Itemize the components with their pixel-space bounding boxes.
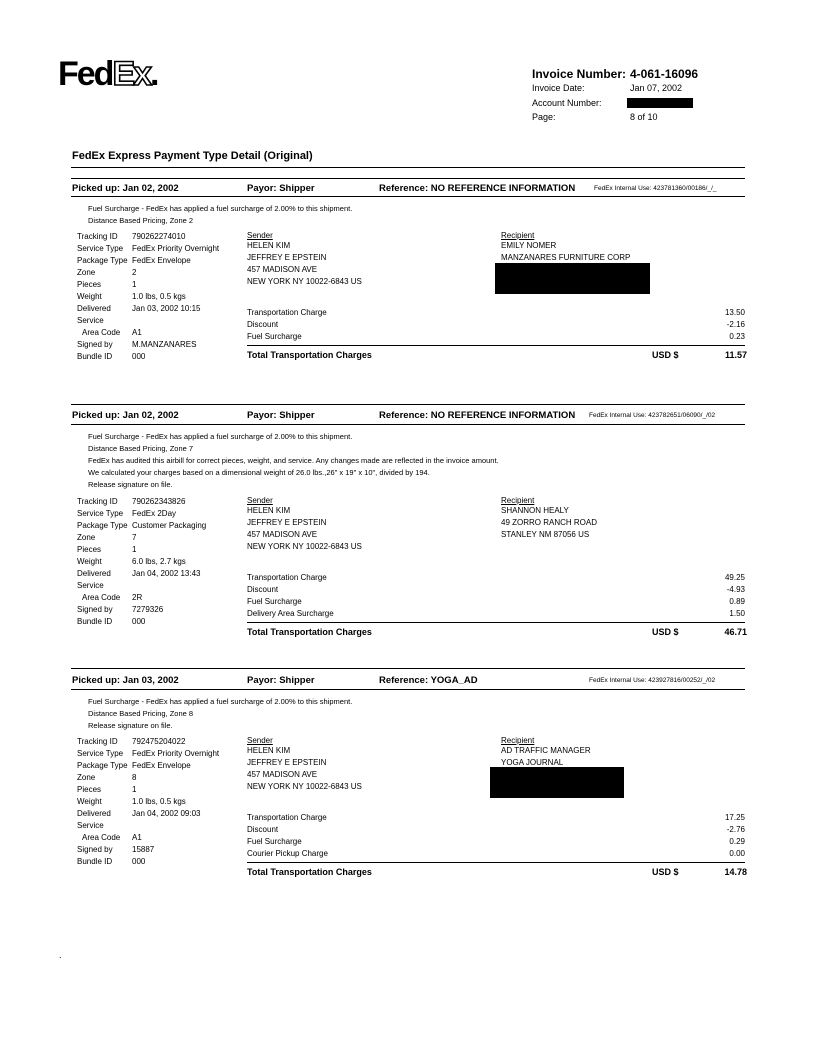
weight: 6.0 lbs, 2.7 kgs [132,557,186,566]
recipient-block [501,231,630,264]
charge-value: 17.25 [724,813,745,822]
service-type: FedEx 2Day [132,509,177,518]
sender-heading: Sender [247,736,273,745]
charge-labels [247,307,327,343]
reference: Reference: NO REFERENCE INFORMATION [379,410,576,421]
note-line: Distance Based Pricing, Zone 7 [88,444,194,453]
payor: Payor: Shipper [247,183,315,194]
shipment-top-rule [71,178,745,179]
account-number-label: Account Number: [532,98,602,108]
label-weight: Weight [77,797,102,806]
invoice-date-label: Invoice Date: [532,83,585,93]
field-values [132,736,219,868]
charge-value: -4.93 [726,585,745,594]
internal-use: FedEx Internal Use: 423782651/06090/_/02 [589,412,716,419]
invoice-number-label: Invoice Number: [532,67,627,81]
currency: USD $ [652,867,679,877]
invoice-date: Jan 07, 2002 [630,83,683,93]
label-weight: Weight [77,292,102,301]
payor: Payor: Shipper [247,410,315,421]
recipient-address-redaction [490,767,624,798]
charge-labels [247,812,328,860]
note-line: Fuel Surcharge - FedEx has applied a fuel surcharge of 2.00% to this shipment. [88,697,353,706]
charge-value: 49.25 [724,573,745,582]
reference: Reference: YOGA_AD [379,675,478,686]
recipient-heading: Recipient [501,231,535,240]
charge-label: Delivery Area Surcharge [247,609,334,618]
invoice-number: 4-061-16096 [630,67,699,81]
area-code: A1 [132,833,142,842]
recipient-line: SHANNON HEALY [501,506,569,515]
signed-by: 15887 [132,845,155,854]
label-delivered: Delivered [77,809,111,818]
charge-label: Transportation Charge [247,573,327,582]
note-line: Release signature on file. [88,721,173,730]
signed-by: M.MANZANARES [132,340,197,349]
charge-values [665,307,745,343]
recipient-line: YOGA JOURNAL [501,758,564,767]
label-service: Service [77,316,104,325]
label-signed-by: Signed by [77,845,113,854]
label-bundle-id: Bundle ID [77,617,113,626]
recipient-heading: Recipient [501,736,535,745]
page-title: FedEx Express Payment Type Detail (Original) [72,150,313,162]
charge-value: 0.89 [729,597,745,606]
charge-value: 0.23 [729,332,745,341]
label-tracking-id: Tracking ID [77,232,118,241]
label-zone: Zone [77,773,96,782]
zone: 2 [132,268,137,277]
bundle-id: 000 [132,617,146,626]
sender-heading: Sender [247,231,273,240]
bundle-id: 000 [132,352,146,361]
sender-line: JEFFREY E EPSTEIN [247,253,327,262]
sender-line: NEW YORK NY 10022-6843 US [247,277,362,286]
picked-up: Picked up: Jan 03, 2002 [72,675,179,686]
charge-value: -2.76 [726,825,745,834]
package-type: FedEx Envelope [132,256,191,265]
charge-value: -2.16 [726,320,745,329]
note-line: Fuel Surcharge - FedEx has applied a fuel surcharge of 2.00% to this shipment. [88,204,353,213]
label-weight: Weight [77,557,102,566]
total-label: Total Transportation Charges [247,627,372,637]
sender-line: HELEN KIM [247,506,291,515]
tracking-id: 792475204022 [132,737,186,746]
shipment-top-rule [71,404,745,405]
charge-values [665,812,745,860]
delivered: Jan 04, 2002 13:43 [132,569,201,578]
sender-line: 457 MADISON AVE [247,530,318,539]
sender-line: HELEN KIM [247,746,291,755]
sender-line: 457 MADISON AVE [247,265,318,274]
note-list [88,203,352,227]
sender-block [247,496,362,553]
recipient-line: 49 ZORRO RANCH ROAD [501,518,598,527]
total-amount: 46.71 [724,627,747,637]
label-package-type: Package Type [77,256,128,265]
charge-labels [247,572,334,620]
label-pieces: Pieces [77,785,102,794]
charge-value: 13.50 [724,308,745,317]
note-line: Fuel Surcharge - FedEx has applied a fuel surcharge of 2.00% to this shipment. [88,432,353,441]
pieces: 1 [132,280,137,289]
currency: USD $ [652,627,679,637]
weight: 1.0 lbs, 0.5 kgs [132,797,186,806]
service-type: FedEx Priority Overnight [132,749,220,758]
note-line: We calculated your charges based on a dimensional weight of 26.0 lbs.,26" x 19" x 10", divided by 194. [88,468,430,477]
header-rule [71,196,745,197]
charge-label: Transportation Charge [247,308,327,317]
zone: 8 [132,773,137,782]
field-values [132,231,219,363]
note-line: Release signature on file. [88,480,173,489]
service-type: FedEx Priority Overnight [132,244,220,253]
note-list [88,431,499,491]
weight: 1.0 lbs, 0.5 kgs [132,292,186,301]
delivered: Jan 03, 2002 10:15 [132,304,201,313]
label-tracking-id: Tracking ID [77,737,118,746]
recipient-address-redaction [495,263,650,294]
footer-mark: . [59,950,62,960]
signed-by: 7279326 [132,605,164,614]
label-signed-by: Signed by [77,605,113,614]
charge-value: 1.50 [729,609,745,618]
label-service: Service [77,821,104,830]
internal-use: FedEx Internal Use: 423927816/00252/_/02 [589,677,716,684]
charge-label: Courier Pickup Charge [247,849,328,858]
recipient-line: MANZANARES FURNITURE CORP [501,253,631,262]
note-line: FedEx has audited this airbill for correct pieces, weight, and service. Any changes made are reflected in the invoice amount. [88,456,499,465]
label-area-code: Area Code [82,833,121,842]
charge-label: Discount [247,585,279,594]
note-list [88,696,352,732]
field-labels [77,496,128,628]
sender-heading: Sender [247,496,273,505]
bundle-id: 000 [132,857,146,866]
charge-value: 0.29 [729,837,745,846]
charge-values [665,572,745,620]
note-line: Distance Based Pricing, Zone 2 [88,216,194,225]
internal-use: FedEx Internal Use: 423781360/00186/_/_ [594,185,717,192]
sender-line: HELEN KIM [247,241,291,250]
label-package-type: Package Type [77,761,128,770]
label-service: Service [77,581,104,590]
total-rule [247,345,745,346]
label-area-code: Area Code [82,328,121,337]
charge-label: Fuel Surcharge [247,332,302,341]
label-delivered: Delivered [77,304,111,313]
sender-block [247,736,362,793]
picked-up: Picked up: Jan 02, 2002 [72,410,179,421]
package-type: FedEx Envelope [132,761,191,770]
label-zone: Zone [77,533,96,542]
header-rule [71,689,745,690]
zone: 7 [132,533,137,542]
pieces: 1 [132,785,137,794]
total-amount: 11.57 [724,350,747,360]
reference: Reference: NO REFERENCE INFORMATION [379,183,576,194]
sender-line: 457 MADISON AVE [247,770,318,779]
account-number-redaction [627,98,693,108]
delivered: Jan 04, 2002 09:03 [132,809,201,818]
label-pieces: Pieces [77,280,102,289]
charge-label: Transportation Charge [247,813,327,822]
total-rule [247,622,745,623]
sender-line: NEW YORK NY 10022-6843 US [247,782,362,791]
label-service-type: Service Type [77,509,124,518]
label-bundle-id: Bundle ID [77,857,113,866]
recipient-heading: Recipient [501,496,535,505]
header-rule [71,424,745,425]
label-delivered: Delivered [77,569,111,578]
recipient-line: AD TRAFFIC MANAGER [501,746,591,755]
charge-label: Fuel Surcharge [247,837,302,846]
pieces: 1 [132,545,137,554]
charge-label: Discount [247,825,279,834]
area-code: 2R [132,593,143,602]
recipient-block [501,496,597,541]
label-package-type: Package Type [77,521,128,530]
logo-dot: . [150,55,160,93]
sender-block [247,231,362,288]
total-label: Total Transportation Charges [247,867,372,877]
label-signed-by: Signed by [77,340,113,349]
label-service-type: Service Type [77,749,124,758]
logo-ex-text: Ex [112,55,151,93]
charge-label: Discount [247,320,279,329]
sender-line: JEFFREY E EPSTEIN [247,758,327,767]
title-rule [71,167,745,168]
tracking-id: 790262274010 [132,232,186,241]
total-amount: 14.78 [724,867,747,877]
charge-label: Fuel Surcharge [247,597,302,606]
logo-fed-text: Fed [58,55,113,93]
label-service-type: Service Type [77,244,124,253]
label-area-code: Area Code [82,593,121,602]
field-labels [77,736,128,868]
label-tracking-id: Tracking ID [77,497,118,506]
charge-value: 0.00 [729,849,745,858]
label-zone: Zone [77,268,96,277]
field-labels [77,231,128,363]
page-number: 8 of 10 [630,112,658,122]
shipment-top-rule [71,668,745,669]
payor: Payor: Shipper [247,675,315,686]
area-code: A1 [132,328,142,337]
picked-up: Picked up: Jan 02, 2002 [72,183,179,194]
recipient-block [501,736,591,769]
package-type: Customer Packaging [132,521,207,530]
recipient-line: STANLEY NM 87056 US [501,530,590,539]
fedex-logo [58,55,160,95]
tracking-id: 790262343826 [132,497,186,506]
page-label: Page: [532,112,556,122]
note-line: Distance Based Pricing, Zone 8 [88,709,194,718]
field-values [132,496,206,628]
label-pieces: Pieces [77,545,102,554]
sender-line: JEFFREY E EPSTEIN [247,518,327,527]
label-bundle-id: Bundle ID [77,352,113,361]
recipient-line: EMILY NOMER [501,241,557,250]
total-rule [247,862,745,863]
currency: USD $ [652,350,679,360]
sender-line: NEW YORK NY 10022-6843 US [247,542,362,551]
total-label: Total Transportation Charges [247,350,372,360]
